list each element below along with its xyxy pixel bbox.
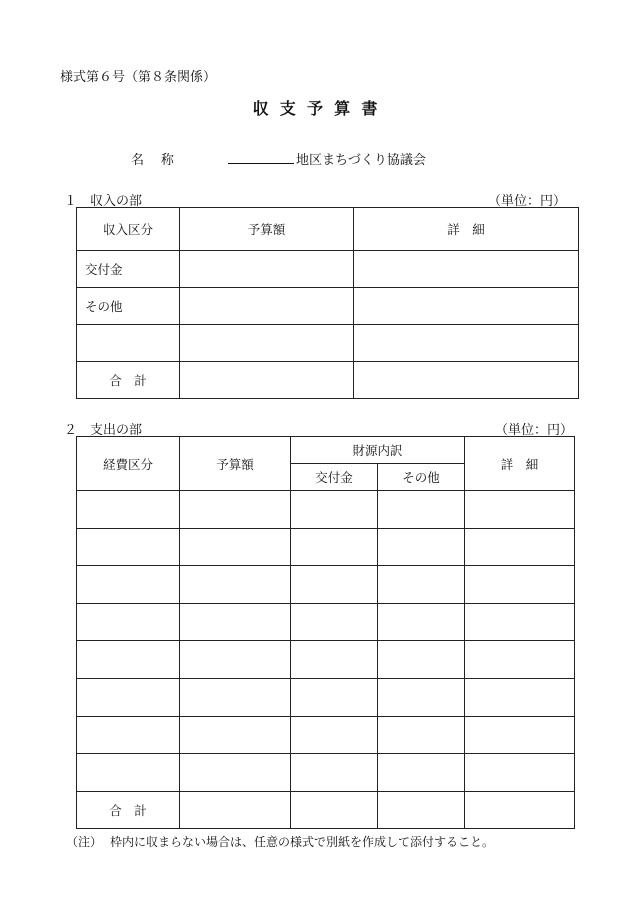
expense-total-details-cell[interactable] xyxy=(465,791,575,829)
income-details-cell[interactable] xyxy=(354,288,579,325)
footnote-text: 枠内に収まらない場合は、任意の様式で別紙を作成して添付すること。 xyxy=(110,835,495,849)
expense-grant-cell[interactable] xyxy=(291,491,378,529)
income-details-cell[interactable] xyxy=(354,325,579,362)
table-row xyxy=(77,288,579,325)
footnote-label: （注） xyxy=(66,835,103,849)
income-table xyxy=(76,207,579,399)
expense-other-cell[interactable] xyxy=(378,491,465,529)
expense-other-cell[interactable] xyxy=(378,528,465,566)
expense-header-grant: 交付金 xyxy=(291,464,378,491)
expense-details-cell[interactable] xyxy=(465,754,575,792)
expense-category-cell[interactable] xyxy=(77,678,180,716)
footnote xyxy=(66,833,494,850)
expense-grant-cell[interactable] xyxy=(291,641,378,679)
expense-category-cell[interactable] xyxy=(77,641,180,679)
expense-category-cell[interactable] xyxy=(77,566,180,604)
expense-total-other-cell[interactable] xyxy=(378,791,465,829)
table-row xyxy=(77,251,579,288)
name-label: 名称 xyxy=(131,153,191,168)
table-row xyxy=(77,754,575,792)
expense-category-cell[interactable] xyxy=(77,528,180,566)
expense-unit-label: （単位：円） xyxy=(494,423,573,438)
expense-category-cell[interactable] xyxy=(77,754,180,792)
income-header-category: 収入区分 xyxy=(77,208,180,251)
expense-grant-cell[interactable] xyxy=(291,754,378,792)
expense-grant-cell[interactable] xyxy=(291,678,378,716)
expense-other-cell[interactable] xyxy=(378,678,465,716)
table-row xyxy=(77,325,579,362)
expense-header-other: その他 xyxy=(378,464,465,491)
expense-budget-cell[interactable] xyxy=(180,603,291,641)
income-header-details: 詳 細 xyxy=(354,208,579,251)
income-budget-cell[interactable] xyxy=(180,251,354,288)
table-row xyxy=(77,678,575,716)
expense-total-label: 合 計 xyxy=(77,791,180,829)
income-total-label: 合 計 xyxy=(77,362,180,399)
expense-other-cell[interactable] xyxy=(378,716,465,754)
expense-budget-cell[interactable] xyxy=(180,528,291,566)
document-title: 収支予算書 xyxy=(252,99,389,118)
expense-category-cell[interactable] xyxy=(77,603,180,641)
expense-other-cell[interactable] xyxy=(378,641,465,679)
expense-details-cell[interactable] xyxy=(465,528,575,566)
table-row xyxy=(77,566,575,604)
expense-other-cell[interactable] xyxy=(378,566,465,604)
expense-grant-cell[interactable] xyxy=(291,603,378,641)
expense-budget-cell[interactable] xyxy=(180,641,291,679)
income-section-title: １ 収入の部 xyxy=(64,194,143,209)
expense-section-title: ２ 支出の部 xyxy=(64,423,143,438)
expense-category-cell[interactable] xyxy=(77,716,180,754)
table-row xyxy=(77,491,575,529)
expense-budget-cell[interactable] xyxy=(180,678,291,716)
expense-other-cell[interactable] xyxy=(378,754,465,792)
expense-details-cell[interactable] xyxy=(465,603,575,641)
expense-other-cell[interactable] xyxy=(378,603,465,641)
expense-details-cell[interactable] xyxy=(465,491,575,529)
table-row xyxy=(77,716,575,754)
income-header-budget: 予算額 xyxy=(180,208,354,251)
expense-grant-cell[interactable] xyxy=(291,528,378,566)
table-row xyxy=(77,528,575,566)
expense-table xyxy=(76,436,575,829)
expense-budget-cell[interactable] xyxy=(180,754,291,792)
income-category-cell: 交付金 xyxy=(77,251,180,288)
name-blank-line[interactable] xyxy=(228,163,294,164)
expense-details-cell[interactable] xyxy=(465,566,575,604)
expense-total-grant-cell[interactable] xyxy=(291,791,378,829)
form-number: 様式第６号（第８条関係） xyxy=(60,70,217,85)
expense-header-category: 経費区分 xyxy=(77,437,180,491)
expense-category-cell[interactable] xyxy=(77,491,180,529)
table-row xyxy=(77,603,575,641)
expense-details-cell[interactable] xyxy=(465,641,575,679)
income-budget-cell[interactable] xyxy=(180,288,354,325)
income-header-row xyxy=(77,208,579,251)
expense-header-budget: 予算額 xyxy=(180,437,291,491)
expense-budget-cell[interactable] xyxy=(180,566,291,604)
expense-grant-cell[interactable] xyxy=(291,716,378,754)
income-category-cell: その他 xyxy=(77,288,180,325)
income-total-budget-cell[interactable] xyxy=(180,362,354,399)
expense-details-cell[interactable] xyxy=(465,716,575,754)
income-total-details-cell[interactable] xyxy=(354,362,579,399)
expense-total-row xyxy=(77,791,575,829)
income-details-cell[interactable] xyxy=(354,251,579,288)
expense-header-row xyxy=(77,437,575,464)
income-category-cell[interactable] xyxy=(77,325,180,362)
expense-budget-cell[interactable] xyxy=(180,716,291,754)
table-row xyxy=(77,641,575,679)
expense-header-details: 詳 細 xyxy=(465,437,575,491)
expense-total-budget-cell[interactable] xyxy=(180,791,291,829)
expense-details-cell[interactable] xyxy=(465,678,575,716)
income-total-row xyxy=(77,362,579,399)
expense-budget-cell[interactable] xyxy=(180,491,291,529)
expense-grant-cell[interactable] xyxy=(291,566,378,604)
name-suffix: 地区まちづくり協議会 xyxy=(296,153,426,168)
income-unit-label: （単位：円） xyxy=(487,194,566,209)
income-budget-cell[interactable] xyxy=(180,325,354,362)
expense-header-funding: 財源内訳 xyxy=(291,437,465,464)
